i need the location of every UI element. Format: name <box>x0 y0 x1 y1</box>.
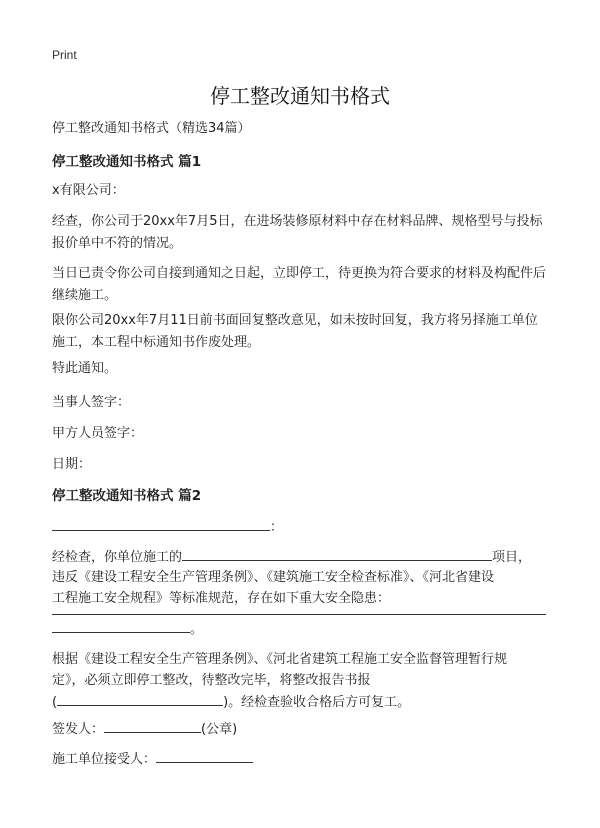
issuer-line <box>52 718 548 741</box>
section1-paragraph-2: 当日已责令你公司自接到通知之日起，立即停工，待更换为符合要求的材料及构配件后继续施工。 <box>52 266 547 303</box>
addressee-colon: ： <box>270 520 284 535</box>
addressee-blank[interactable] <box>52 516 270 531</box>
violation-line-1: 违反《建设工程安全生产管理条例》、《建筑施工安全检查标准》、《河北省建设 <box>52 570 495 585</box>
hazard-period: 。 <box>190 622 204 637</box>
receiver-line <box>52 748 548 771</box>
section1-heading: 停工整改通知书格式 篇1 <box>52 154 202 170</box>
inspection-prefix: 经检查，你单位施工的 <box>52 550 183 565</box>
basis-line-3-end: )。经检查验收合格后方可复工。 <box>223 695 411 710</box>
issuer-label: 签发人： <box>52 722 105 737</box>
seal-label: (公章) <box>201 722 238 737</box>
project-name-blank[interactable] <box>182 546 492 561</box>
report-recipient-blank[interactable] <box>57 691 223 706</box>
violation-line-2: 工程施工安全规程》等标准规范，存在如下重大安全隐患： <box>52 591 391 606</box>
paren-open: ( <box>52 695 58 710</box>
receiver-blank[interactable] <box>156 748 253 763</box>
issuer-blank[interactable] <box>104 718 201 733</box>
receiver-label: 施工单位接受人： <box>52 752 157 767</box>
hazard-blank-2[interactable] <box>52 618 190 633</box>
inspection-line <box>52 546 548 569</box>
section2-heading: 停工整改通知书格式 篇2 <box>52 488 202 504</box>
print-label[interactable]: Print <box>52 48 77 62</box>
hazard-blank-1[interactable] <box>52 614 546 615</box>
basis-line-3 <box>52 691 548 714</box>
addressee-line <box>52 516 548 539</box>
document-subtitle: 停工整改通知书格式（精选34篇） <box>52 121 251 136</box>
owner-signature-label: 甲方人员签字： <box>52 426 144 441</box>
basis-line-2: 定》，必须立即停工整改，待整改完毕，将整改报告书报 <box>52 673 371 688</box>
page-title: 停工整改通知书格式 <box>210 84 390 108</box>
section1-notice: 特此通知。 <box>52 361 118 376</box>
section1-paragraph-1: 经查，你公司于20xx年7月5日，在进场装修原材料中存在材料品牌、规格型号与投标报价单中不符的情况。 <box>52 214 543 251</box>
inspection-suffix: 项目， <box>492 550 532 565</box>
date-label: 日期： <box>52 457 92 472</box>
party-signature-label: 当事人签字： <box>52 395 131 410</box>
section1-paragraph-3: 限你公司20xx年7月11日前书面回复整改意见，如未按时回复，我方将另择施工单位施工，本工程中标通知书作废处理。 <box>52 313 538 350</box>
basis-line-1: 根据《建设工程安全生产管理条例》、《河北省建筑工程施工安全监督管理暂行规 <box>52 652 508 667</box>
section1-salutation: x有限公司： <box>52 183 125 198</box>
hazard-line-2 <box>52 618 548 641</box>
